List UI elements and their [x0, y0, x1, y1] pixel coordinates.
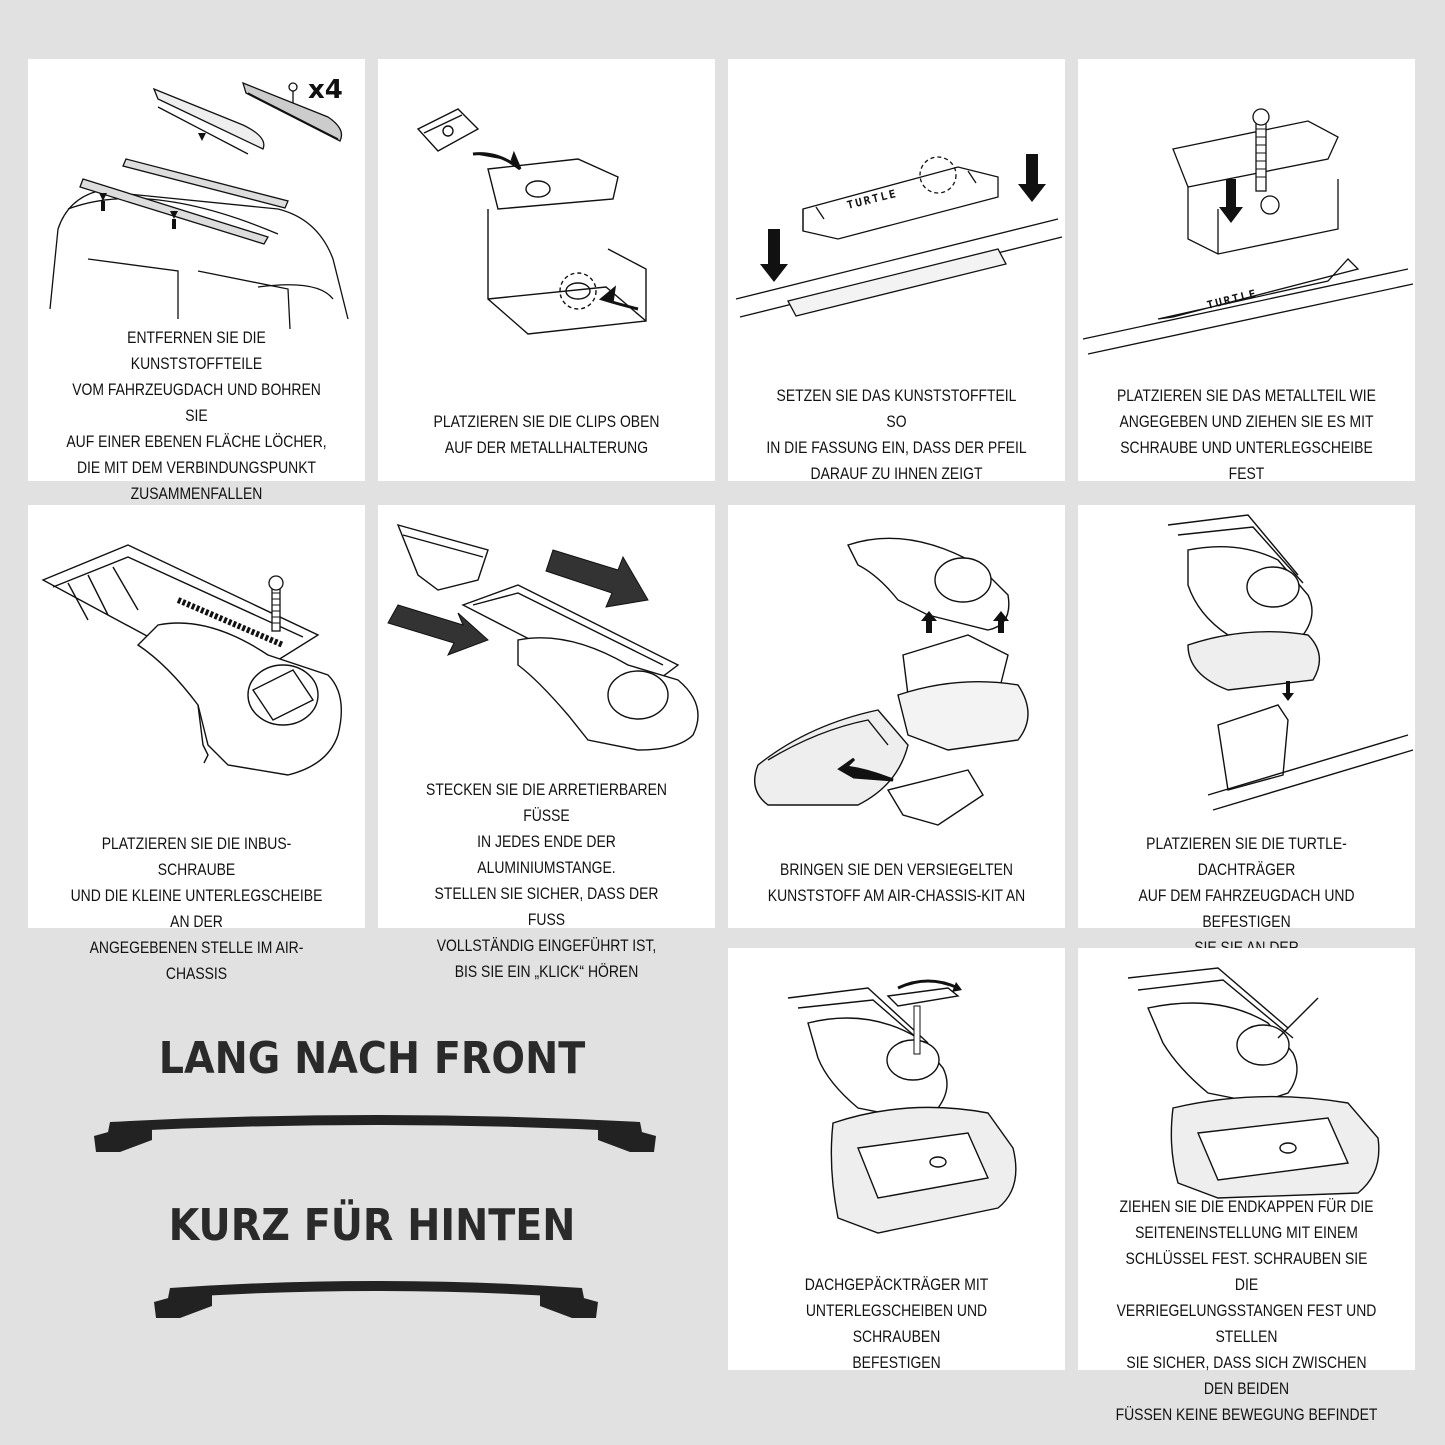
caption-line: ZUSAMMENFALLEN — [130, 484, 263, 503]
short-bar-rear-icon — [150, 1272, 602, 1324]
step-10-caption — [1115, 1194, 1378, 1428]
brand-label: TURTLE — [845, 186, 899, 212]
front-label: LANG NACH FRONT — [158, 1033, 586, 1084]
step-3-caption — [765, 383, 1028, 487]
sealed-plastic-kit-illustration — [728, 505, 1065, 845]
caption-line: SETZEN SIE DAS KUNSTSTOFFTEIL SO — [776, 386, 1017, 431]
caption-line: ANGEGEBEN UND ZIEHEN SIE ES MIT — [1119, 412, 1374, 431]
tighten-screws-illustration — [728, 948, 1065, 1248]
step-card-1 — [28, 59, 365, 503]
hex-screw-foot-illustration — [28, 505, 365, 805]
metal-bracket-illustration — [1078, 59, 1415, 359]
caption-line: DARAUF ZU IHNEN ZEIGT — [810, 464, 983, 483]
caption-line: BIS SIE EIN „KLICK“ HÖREN — [454, 962, 639, 981]
caption-line: VOM FAHRZEUGDACH UND BOHREN SIE — [72, 380, 321, 425]
step-7-caption — [765, 857, 1028, 909]
caption-line: UNTERLEGSCHEIBEN UND SCHRAUBEN — [805, 1301, 988, 1346]
step-card-6 — [378, 505, 715, 981]
step-card-3 — [728, 59, 1065, 481]
step-9-caption — [765, 1272, 1028, 1376]
plastic-insert-illustration — [728, 59, 1065, 359]
caption-line: AUF DEM FAHRZEUGDACH UND BEFESTIGEN — [1138, 886, 1355, 931]
caption-line: IN JEDES ENDE DER ALUMINIUMSTANGE. — [477, 832, 616, 877]
caption-line: IN DIE FASSUNG EIN, DASS DER PFEIL — [766, 438, 1027, 457]
long-bar-front-icon — [90, 1106, 660, 1158]
step-5-caption — [65, 831, 328, 987]
step-2-caption — [415, 409, 678, 461]
caption-line: SEITENEINSTELLUNG MIT EINEM — [1135, 1223, 1358, 1242]
step-card-8 — [1078, 505, 1415, 931]
caption-line: VOLLSTÄNDIG EINGEFÜHRT IST, — [436, 936, 657, 955]
caption-line: BEFESTIGEN — [852, 1353, 941, 1372]
caption-line: PLATZIEREN SIE DIE INBUS-SCHRAUBE — [101, 834, 292, 879]
clip-bracket-illustration — [378, 59, 715, 359]
step-card-4 — [1078, 59, 1415, 481]
caption-line: AUF DER METALLHALTERUNG — [444, 438, 649, 457]
caption-line: AUF EINER EBENEN FLÄCHE LÖCHER, — [66, 432, 327, 451]
caption-line: PLATZIEREN SIE DAS METALLTEIL WIE — [1117, 386, 1376, 405]
step-card-9 — [728, 948, 1065, 1370]
brand-label: TURTLE — [1205, 286, 1259, 312]
step-card-5 — [28, 505, 365, 983]
caption-line: DIE MIT DEM VERBINDUNGSPUNKT — [76, 458, 317, 477]
lock-foot-insert-illustration — [378, 505, 715, 765]
rear-label: KURZ FÜR HINTEN — [168, 1200, 576, 1251]
caption-line: SIE SICHER, DASS SICH ZWISCHEN DEN BEIDEN — [1126, 1353, 1367, 1398]
tighten-end-caps-illustration — [1078, 948, 1415, 1198]
caption-line: BRINGEN SIE DEN VERSIEGELTEN — [780, 860, 1013, 879]
caption-line: SCHLÜSSEL FEST. SCHRAUBEN SIE DIE — [1125, 1249, 1368, 1294]
caption-line: ENTFERNEN SIE DIE KUNSTSTOFFTEILE — [127, 328, 266, 373]
step-card-2 — [378, 59, 715, 481]
mount-on-roof-illustration — [1078, 505, 1415, 815]
caption-line: ANGEGEBENEN STELLE IM AIR-CHASSIS — [89, 938, 304, 983]
step-card-10 — [1078, 948, 1415, 1424]
step-4-caption — [1115, 383, 1378, 487]
caption-line: SCHRAUBE UND UNTERLEGSCHEIBE FEST — [1120, 438, 1373, 483]
caption-line: ZIEHEN SIE DIE ENDKAPPEN FÜR DIE — [1119, 1197, 1374, 1216]
caption-line: PLATZIEREN SIE DIE CLIPS OBEN — [433, 412, 660, 431]
caption-line: STECKEN SIE DIE ARRETIERBAREN FÜSSE — [426, 780, 667, 825]
caption-line: PLATZIEREN SIE DIE TURTLE-DACHTRÄGER — [1146, 834, 1347, 879]
step-1-caption — [65, 325, 328, 507]
step-6-caption — [415, 777, 678, 985]
caption-line: UND DIE KLEINE UNTERLEGSCHEIBE AN DER — [70, 886, 323, 931]
caption-line: VERRIEGELUNGSSTANGEN FEST UND STELLEN — [1116, 1301, 1377, 1346]
quantity-badge: x4 — [308, 75, 343, 105]
caption-line: STELLEN SIE SICHER, DASS DER FUSS — [434, 884, 659, 929]
caption-line: DACHGEPÄCKTRÄGER MIT — [804, 1275, 989, 1294]
caption-line: FÜSSEN KEINE BEWEGUNG BEFINDET — [1115, 1405, 1378, 1424]
caption-line: KUNSTSTOFF AM AIR-CHASSIS-KIT AN — [767, 886, 1026, 905]
step-card-7 — [728, 505, 1065, 928]
